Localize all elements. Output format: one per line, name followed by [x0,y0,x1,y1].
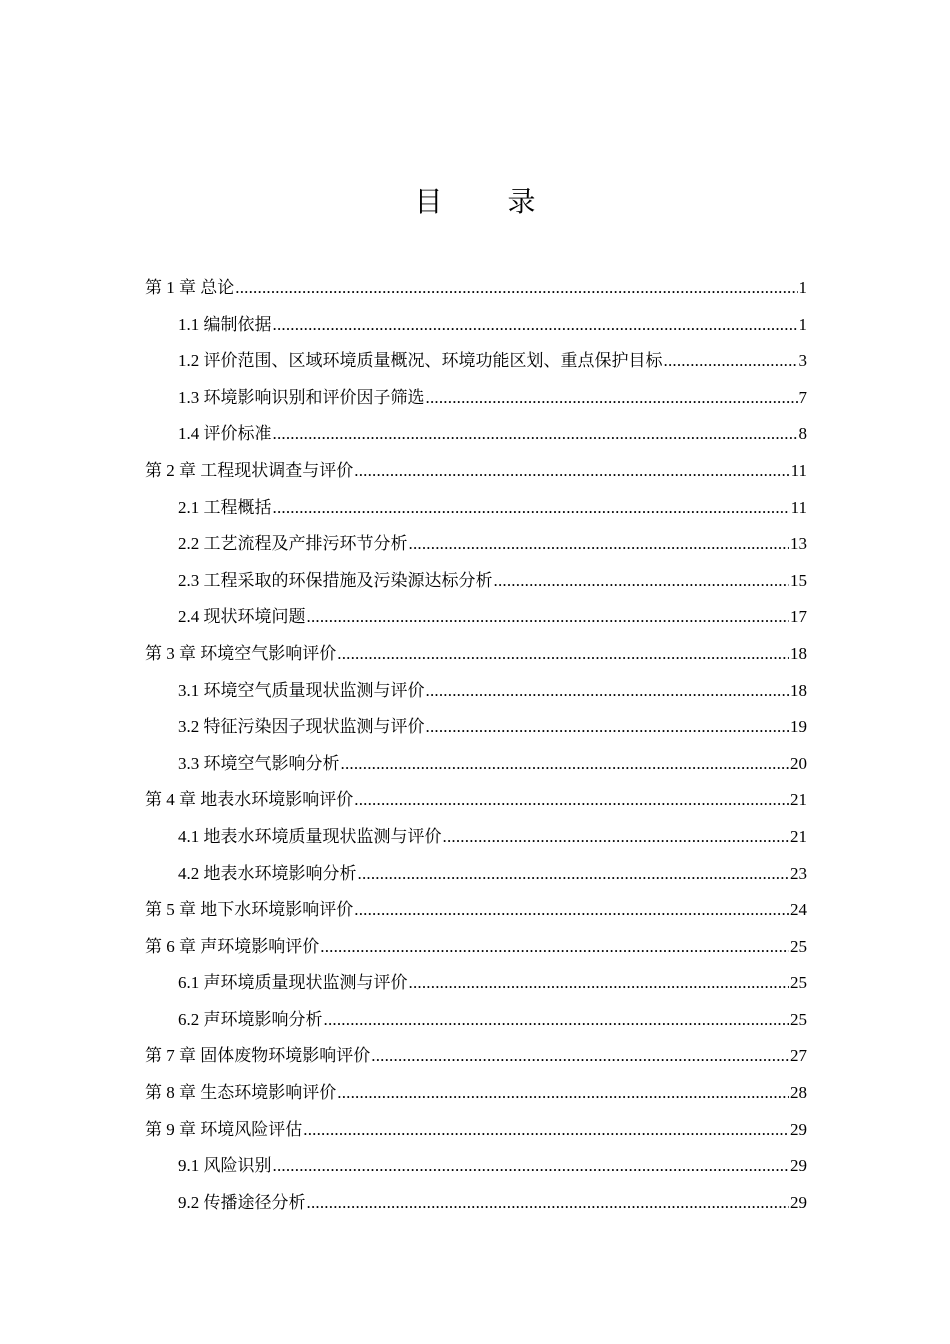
toc-page-number: 8 [798,424,807,444]
toc-page-number: 25 [790,973,807,993]
toc-page-number: 3 [798,351,807,371]
toc-dot-leader [307,599,790,636]
toc-chapter-entry[interactable] [145,270,807,307]
toc-entry-label: 2.3 工程采取的环保措施及污染源达标分析 [178,570,493,590]
toc-entry-label: 6.1 声环境质量现状监测与评价 [178,973,408,993]
toc-page-number: 21 [790,790,807,810]
toc-section-entry[interactable] [145,599,807,636]
toc-chapter-entry[interactable] [145,929,807,966]
toc-page-number: 27 [790,1046,807,1066]
toc-dot-leader [354,453,789,490]
toc-dot-leader [324,1002,790,1039]
toc-entry-label: 2.4 现状环境问题 [178,607,306,627]
toc-dot-leader [409,965,790,1002]
toc-dot-leader [337,636,789,673]
toc-entry-label: 第 5 章 地下水环境影响评价 [145,900,354,920]
toc-dot-leader [443,819,790,856]
toc-section-entry[interactable] [145,490,807,527]
toc-dot-leader [358,856,790,893]
toc-section-entry[interactable] [145,307,807,344]
toc-entry-label: 6.2 声环境影响分析 [178,1009,323,1029]
toc-page-number: 7 [798,387,807,407]
toc-entry-label: 3.1 环境空气质量现状监测与评价 [178,680,425,700]
toc-page-number: 28 [790,1083,807,1103]
toc-entry-label: 第 9 章 环境风险评估 [145,1119,303,1139]
toc-entry-label: 第 2 章 工程现状调查与评价 [145,460,354,480]
toc-dot-leader [303,1112,789,1149]
toc-page-number: 29 [790,1119,807,1139]
toc-section-entry[interactable] [145,343,807,380]
toc-page-number: 1 [798,314,807,334]
toc-section-entry[interactable] [145,709,807,746]
toc-dot-leader [273,1148,790,1185]
toc-page-number: 18 [790,680,807,700]
toc-dot-leader [426,673,790,710]
toc-page-number: 11 [790,497,807,517]
toc-entry-label: 第 8 章 生态环境影响评价 [145,1083,337,1103]
toc-page-number: 29 [790,1192,807,1212]
toc-page-number: 21 [790,826,807,846]
toc-section-entry[interactable] [145,746,807,783]
toc-section-entry[interactable] [145,819,807,856]
toc-entry-label: 第 4 章 地表水环境影响评价 [145,790,354,810]
toc-page-number: 20 [790,753,807,773]
toc-section-entry[interactable] [145,965,807,1002]
toc-section-entry[interactable] [145,856,807,893]
toc-section-entry[interactable] [145,1185,807,1222]
toc-page-number: 25 [790,936,807,956]
toc-section-entry[interactable] [145,563,807,600]
toc-dot-leader [273,416,798,453]
toc-entry-label: 3.2 特征污染因子现状监测与评价 [178,717,425,737]
toc-entry-label: 4.2 地表水环境影响分析 [178,863,357,883]
toc-chapter-entry[interactable] [145,636,807,673]
toc-dot-leader [273,490,790,527]
toc-dot-leader [320,929,789,966]
toc-page-number: 1 [798,278,807,297]
toc-entry-label: 第 3 章 环境空气影响评价 [145,643,337,663]
toc-dot-leader [494,563,790,600]
toc-chapter-entry[interactable] [145,782,807,819]
toc-entry-label: 4.1 地表水环境质量现状监测与评价 [178,826,442,846]
toc-entry-label: 9.1 风险识别 [178,1156,272,1176]
toc-section-entry[interactable] [145,416,807,453]
toc-list [145,270,807,1221]
toc-section-entry[interactable] [145,1148,807,1185]
toc-page-number: 11 [790,460,807,480]
toc-page-number: 24 [790,900,807,920]
toc-entry-label: 2.1 工程概括 [178,497,272,517]
toc-chapter-entry[interactable] [145,892,807,929]
toc-dot-leader [307,1185,790,1222]
toc-section-entry[interactable] [145,526,807,563]
toc-entry-label: 9.2 传播途径分析 [178,1192,306,1212]
toc-section-entry[interactable] [145,380,807,417]
toc-dot-leader [235,270,797,307]
toc-dot-leader [354,892,789,929]
toc-chapter-entry[interactable] [145,1038,807,1075]
toc-dot-leader [426,709,790,746]
toc-page-number: 29 [790,1156,807,1176]
toc-page-number: 19 [790,717,807,737]
toc-entry-label: 第 7 章 固体废物环境影响评价 [145,1046,371,1066]
toc-dot-leader [371,1038,789,1075]
toc-entry-label: 2.2 工艺流程及产排污环节分析 [178,534,408,554]
toc-entry-label: 1.4 评价标准 [178,424,272,444]
toc-entry-label: 1.1 编制依据 [178,314,272,334]
toc-page-number: 23 [790,863,807,883]
toc-dot-leader [664,343,798,380]
toc-page-number: 18 [790,643,807,663]
toc-entry-label: 3.3 环境空气影响分析 [178,753,340,773]
toc-chapter-entry[interactable] [145,453,807,490]
toc-dot-leader [273,307,798,344]
toc-section-entry[interactable] [145,1002,807,1039]
toc-dot-leader [337,1075,789,1112]
toc-section-entry[interactable] [145,673,807,710]
toc-entry-label: 第 1 章 总论 [145,278,235,297]
toc-dot-leader [354,782,789,819]
toc-chapter-entry[interactable] [145,1112,807,1149]
toc-page-number: 13 [790,534,807,554]
toc-page-number: 17 [790,607,807,627]
toc-dot-leader [341,746,790,783]
toc-chapter-entry[interactable] [145,1075,807,1112]
toc-page-number: 25 [790,1009,807,1029]
toc-title: 目 录 [414,185,564,218]
toc-dot-leader [426,380,798,417]
toc-page-number: 15 [790,570,807,590]
toc-dot-leader [409,526,790,563]
toc-entry-label: 1.3 环境影响识别和评价因子筛选 [178,387,425,407]
toc-entry-label: 1.2 评价范围、区域环境质量概况、环境功能区划、重点保护目标 [178,351,663,371]
toc-entry-label: 第 6 章 声环境影响评价 [145,936,320,956]
